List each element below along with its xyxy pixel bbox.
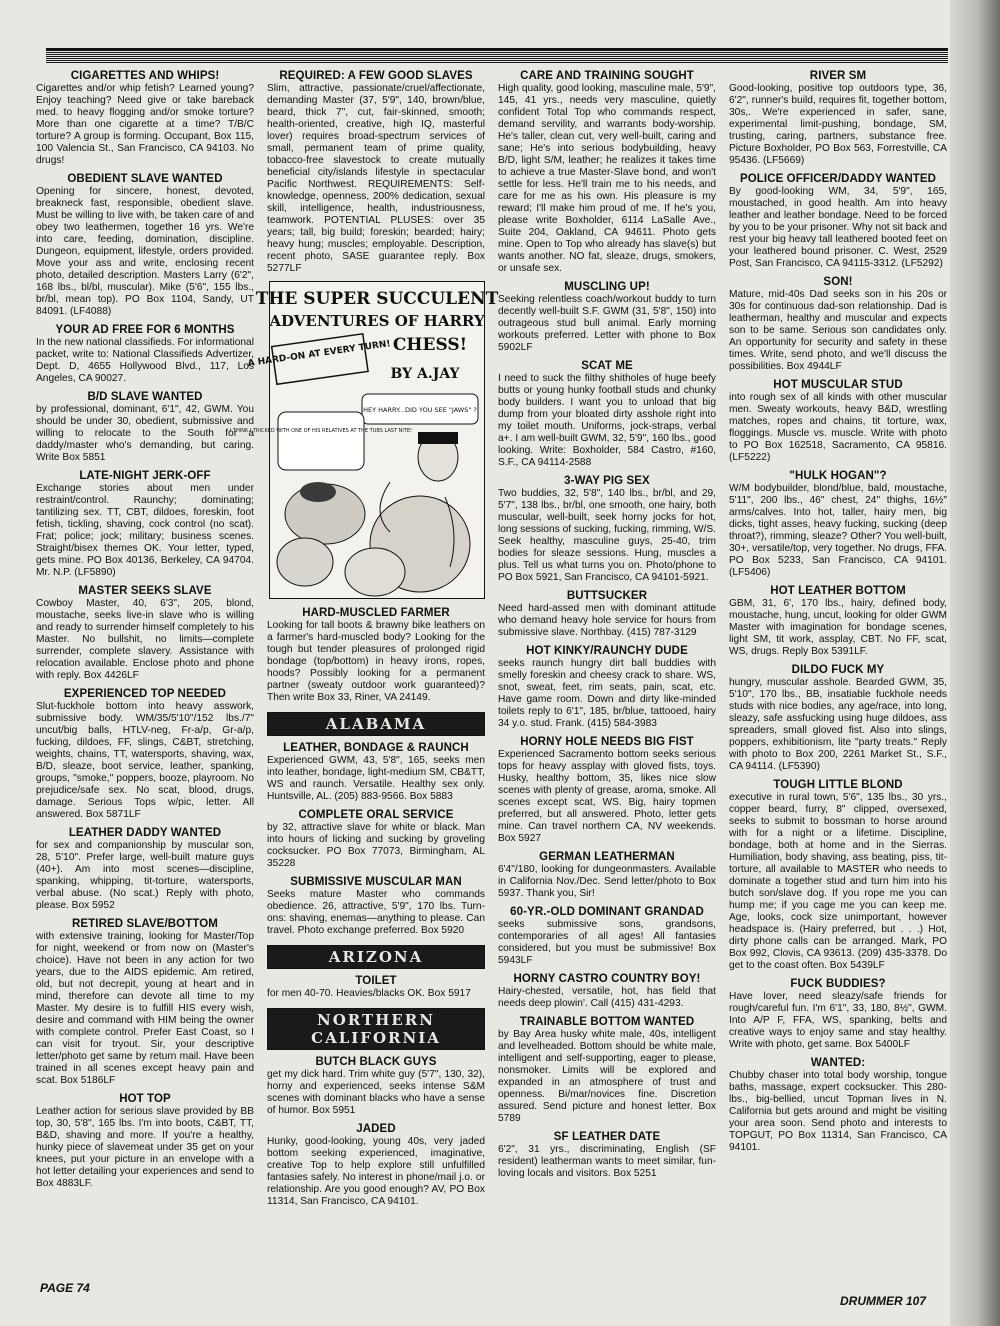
classified-ad — [36, 324, 254, 385]
ad-title: HORNY HOLE NEEDS BIG FIST — [520, 736, 694, 748]
ad-body: for men 40-70. Heavies/blacks OK. Box 5917 — [267, 988, 471, 999]
ad-body: Looking for tall boots & brawny bike leathers on a farmer's hard-muscled body? Looking for the tough but tender pleasures of prolonged rigid bondage (top/bottom) in heavy irons, ropes, hoods? Possibly looking for a permanent partner (sweaty outdoor work guaranteed)? Then write Box 33, Riner, VA 24149. — [267, 620, 485, 703]
ad-body: Exchange stories about men under restraint/control. Raunchy; dominating; tantilizing sex. TT, CBT, dildoes, foreskin, foot fetish, tickling, shaving, cock control (no scat). Frat; police; jock; military; business scenes. Straight/bisex themes OK. Your letter, typed, gets mine. PO Box 40136, Berkeley, CA 94704. Mr. N.P. (LF5890) — [36, 483, 254, 578]
classified-ad — [36, 470, 254, 579]
classified-ad — [267, 742, 485, 803]
classified-ad — [36, 688, 254, 821]
comic-byline: BY A.JAY — [390, 366, 460, 382]
classified-ad — [36, 585, 254, 682]
ad-body: Cigarettes and/or whip fetish? Learned young? Enjoy teaching? Need give or take bareback med. to heavy flogging and/or smoke torture? More than one cigarette at a time? T/B/C torture? A group is forming. Occupant, Box 115, 100 Valencia St., San Francisco, CA 94103. No drugs! — [36, 83, 254, 166]
ad-title: SCAT ME — [581, 360, 633, 372]
classified-ad — [498, 281, 716, 354]
ad-title: "HULK HOGAN"? — [789, 470, 887, 482]
section-header-line2: CALIFORNIA — [311, 1029, 441, 1047]
classifieds-columns — [36, 70, 950, 1280]
ad-title: DILDO FUCK MY — [791, 664, 885, 676]
classified-ad — [498, 70, 716, 275]
ad-title: GERMAN LEATHERMAN — [539, 851, 675, 863]
comic-bubble-1: HEY HARRY...DID YOU SEE "JAWS" ? — [363, 406, 477, 414]
comic-title-line1: THE SUPER SUCCULENT — [255, 289, 499, 309]
ad-body: Slim, attractive, passionate/cruel/affectionate, demanding Master (37, 5'9", 140, brown/blue, beard, thick 7", cut, fair-skinned, smooth; health-oriented, creative, high IQ, masterful lover) requires broad-spectrum services of small, permanent team of prime quality, tobacco-free slavestock to create mutually beneficial city/islands lifestyle in spectacular Pacific Northwest. REQUIREMENTS: Self-knowledge, openness, 200% dedication, sexual skill, intelligence, health, industriousness, teamwork. POTENTIAL PLUSES: over 35 years; tall, big build; foreskin; bearded; hairy; heavy hung; muscles; employable. Description, recent photo, SASE guarantee reply. Box 5277LF — [267, 83, 485, 274]
ad-body: Chubby chaser into total body worship, tongue baths, massage, expert cocksucker. This 280-lbs., big-bellied, uncut Topman lives in N. California but gets around and might be visiting your area soon. Send photo and interests to TOPGUT, PO Box 11314, San Francisco, CA 94101. — [729, 1070, 947, 1153]
ad-body: Have lover, need sleazy/safe friends for rough/careful fun. I'm 6'1", 33, 180, 8½", GWM. Into A/P F, FFA, WS, spanking, belts and creative ways to enjoy same and stay healthy. Write with photo, get same. Box 5400LF — [729, 991, 947, 1050]
header-rule — [46, 50, 948, 64]
classified-ad — [729, 470, 947, 579]
ad-body: into rough sex of all kinds with other muscular men. Sweaty workouts, heavy B&D, wrestling matches, ropes and chains, tit torture, wax, floggings. Muscle vs. muscle. Write with photo to PO Box 162518, Sacramento, CA 95816. (LF5222) — [729, 392, 947, 463]
ad-title: HORNY CASTRO COUNTRY BOY! — [513, 973, 701, 985]
classified-ad — [729, 978, 947, 1051]
ad-title: SF LEATHER DATE — [553, 1131, 661, 1143]
ad-title: FUCK BUDDIES? — [790, 978, 886, 990]
classified-ad — [498, 645, 716, 730]
ad-title: LEATHER, BONDAGE & RAUNCH — [283, 742, 469, 754]
ad-body: by 32, attractive slave for white or black. Man into hours of licking and sucking by groveling cocksucker. PO Box 77073, Birmingham, AL 35228 — [267, 822, 485, 869]
ad-body: by Bay Area husky white male, 40s, intelligent and levelheaded. Bottom should be white male, intelligent and self-supporting, eager to please, nonsmoker. Limits will be explored and expanded in an atmosphere of trust and openness. Bi/mar/novices fine. Discretion assured. Send picture and honest letter. Box 5789 — [498, 1029, 716, 1124]
column-1 — [36, 70, 254, 1280]
classified-ad — [267, 607, 485, 704]
classified-ad — [36, 173, 254, 318]
classified-ad — [729, 379, 947, 464]
classified-ad — [36, 827, 254, 912]
ad-body: 6'2", 31 yrs., discriminating, English (SF resident) leatherman wants to meet similar, fun-loving locals and visitors. Box 5251 — [498, 1144, 716, 1179]
classified-ad — [729, 585, 947, 658]
ad-title: EXPERIENCED TOP NEEDED — [63, 688, 227, 700]
ad-title: TRAINABLE BOTTOM WANTED — [519, 1016, 695, 1028]
column-2-top — [267, 70, 485, 275]
classified-ad — [36, 70, 254, 167]
classified-ad — [498, 906, 716, 967]
ad-title: CARE AND TRAINING SOUGHT — [520, 70, 694, 82]
comic-bubble-2: I THINK I TRICKED WITH ONE OF HIS RELATIVES AT THE TUBS LAST NITE! — [229, 428, 413, 434]
ad-body: Experienced GWM, 43, 5'8", 165, seeks men into leather, bondage, light-medium SM, CB&TT, WS and raunch. Versatile. Healthy sex only. Huntsville, AL. (205) 883-9566. Box 5883 — [267, 755, 486, 802]
classified-ad — [267, 70, 485, 275]
ad-title: REQUIRED: A FEW GOOD SLAVES — [279, 70, 473, 82]
classified-ad — [498, 590, 716, 639]
ad-title: LATE-NIGHT JERK-OFF — [79, 470, 211, 482]
ad-title: YOUR AD FREE FOR 6 MONTHS — [55, 324, 235, 336]
arizona-ads — [267, 975, 485, 1000]
column-4 — [729, 70, 947, 1280]
section-header-northern-california — [267, 1008, 485, 1050]
ad-title: TOILET — [355, 975, 397, 987]
classified-ad — [498, 1131, 716, 1180]
page-number: PAGE 74 — [40, 1281, 90, 1295]
classified-ad — [36, 391, 254, 464]
column-2-bottom — [267, 607, 485, 704]
column-2 — [229, 70, 499, 1280]
alabama-ads — [267, 742, 485, 937]
ad-title: SUBMISSIVE MUSCULAR MAN — [290, 876, 462, 888]
ad-title: RETIRED SLAVE/BOTTOM — [72, 918, 218, 930]
classified-ad — [498, 360, 716, 469]
classified-ad — [498, 973, 716, 1010]
ad-title: LEATHER DADDY WANTED — [68, 827, 222, 839]
section-header-arizona: ARIZONA — [267, 945, 485, 969]
ad-body: executive in rural town, 5'6", 135 lbs., 30 yrs., copper beard, furry, 8" clipped, oversexed, seeks to submit to bossman to horse around with for a night or a lifetime. Discipline, bondage, both at home and in the Sierras. Humiliation, body shaving, ass beating, piss, tit-torture, all available to MASTER who needs to dominate a together stud and turn him into his butch son/slave dog. If you rope me you can hump me; if you cage me you can keep me. Age, looks, cock size unimportant, however headspace is. (Hairy preferred, but . . .) Hot, dirty phone calls can be arranged. Mark, PO Box 992, Clovis, CA 93613. (209) 435-3378. Do get to the coast often. Box 5439LF — [729, 792, 947, 971]
ad-body: with extensive training, looking for Master/Top for night, weekend or from now on (Master's choice). Have not been in any action for two years, due to the AIDS epidemic. Am retired, old, but not decrepit, young at heart and in mind, therefore can devote all time to my Master. My desire is to fulfill HIS every wish, desire and command with HIM being the owner with complete control. Prefer East Coast, so I can visit for tryout. Sir, your descriptive letter/photo get same by return mail. Have been trained in all scenes except heavy pain and scat. Box 5186LF — [36, 931, 254, 1086]
classified-ad — [267, 975, 485, 1000]
ad-title: B/D SLAVE WANTED — [87, 391, 203, 403]
ad-title: 3-WAY PIG SEX — [564, 475, 650, 487]
classified-ad — [729, 1057, 947, 1154]
ad-title: HOT TOP — [119, 1093, 171, 1105]
ad-title: TOUGH LITTLE BLOND — [773, 779, 903, 791]
ad-body: By good-looking WM, 34, 5'9", 165, moustached, in good health. Am into heavy leather and leather bondage. Need to be forced by you to be your prisoner. Why not sit back and rest your big heavy tall leathered booted feet on your leathered bound prisoner. C. West, 2529 Post, San Francisco, CA 94115-3312. (LF5292) — [729, 186, 947, 269]
ad-body: Seeks mature Master who commands obedience. 26, attractive, 5'9", 170 lbs. Turn-ons: shaving, enemas—anything to please. Can travel. Photo exchange preferred. Box 5920 — [267, 889, 485, 936]
harry-chess-comic — [229, 281, 499, 599]
ad-body: Experienced Sacramento bottom seeks serious tops for heavy assplay with gloved fists, toys. Husky, healthy bottom, 35, likes nice slow scenes with plenty of grease, aroma, smoke. All scenes except scat, WS. Big, hairy topmen preferred, but all answered. Photo, letter gets mine. Can travel northern CA, NV weekends. Box 5927 — [498, 749, 716, 844]
classified-ad — [36, 918, 254, 1087]
ad-body: get my dick hard. Trim white guy (5'7", 130, 32), horny and experienced, seeks intense S&M scenes with dominant blacks who have a sense of humor. Box 5951 — [267, 1069, 485, 1116]
ad-body: for sex and companionship by muscular son, 28, 5'10". Prefer large, well-built mature guys (40+). Am into most scenes—discipline, spanking, whipping, tit-torture, watersports, verbal abuse. (No scat.) Reply with photo, please. Box 5952 — [36, 840, 254, 911]
ad-body: In the new national classifieds. For informational packet, write to: National Classifieds Advertizer, Dept. D, 4655 Hollywood Blvd., 117, Los Angeles, CA 90027. — [36, 337, 254, 384]
classified-ad — [498, 1016, 716, 1125]
ad-body: I need to suck the filthy shitholes of huge beefy butts or young hunky football studs and chunky body builders. I want you to unload that big dump from your bloated dirty asshole right into my toilet mouth. Uniforms, jock-straps, verbal a+. I am well-built GWM, 32, 5'9", 160 lbs., good looking. Write: Boxholder, 584 Castro, #160, S.F., CA 94114-2588 — [498, 373, 716, 468]
ad-title: MASTER SEEKS SLAVE — [78, 585, 212, 597]
ad-title: BUTCH BLACK GUYS — [315, 1056, 437, 1068]
ad-body: Hairy-chested, versatile, hot, has field that needs deep plowin'. Call (415) 431-4293. — [498, 986, 716, 1009]
ad-title: HOT MUSCULAR STUD — [773, 379, 903, 391]
ad-body: seeks submissive sons, grandsons, contemporaries of all ages! All fantasies considered, but you must be submissive! Box 5943LF — [498, 919, 716, 966]
comic-title-line2: ADVENTURES OF HARRY — [269, 312, 485, 330]
magazine-issue: DRUMMER 107 — [840, 1294, 927, 1308]
ad-body: Two buddies, 32, 5'8", 140 lbs., br/bl, and 29, 5'7", 138 lbs., br/bl, one smooth, one hairy, both muscular, well-built, seek horny jocks for hot, long sessions of sucking, fucking, rimming, W/S. Seek healthy, masculine guys, 25-40, trim bodies for sleaze sessions. Hung, muscles a plus. Tell us what turns you on. Photo/phone to PO Box 5921, San Francisco, CA 94101-5921. — [498, 488, 716, 583]
ad-title: BUTTSUCKER — [566, 590, 648, 602]
ad-body: Leather action for serious slave provided by BB top, 30, 5'8", 165 lbs. I'm into boots, C&BT, TT, B&D, shaving and more. If you're a healthy, hunky piece of slavemeat under 35 get on your knees, put your picture in an envelope with a hot letter detailing your experiences and send to Box 4883LF. — [36, 1106, 254, 1189]
ad-body: Seeking relentless coach/workout buddy to turn decently well-built S.F. GWM (31, 5'8", 150) into outrageous stud bull animal. Early morning workouts preferred. Letter with phone to Box 5902LF — [498, 294, 716, 353]
ad-body: Hunky, good-looking, young 40s, very jaded bottom seeking experienced, imaginative, creative Top to help explore still unfulfilled fantasies safely. No interest in phone/mail j.o. or relationship. Are you good enough? AV, PO Box 11314, San Francisco, CA 94101. — [267, 1136, 485, 1207]
ad-title: WANTED: — [810, 1057, 866, 1069]
comic-illustration — [229, 282, 499, 598]
ad-body: Cowboy Master, 40, 6'3", 205, blond, moustache, seeks live-in slave who is willing and ready to surrender himself completely to his Master. No bullshit, no limits—complete surrender, complete slavery. Assistance with relocation available. Enclose photo and phone with reply. Box 4426LF — [36, 598, 254, 681]
ad-body: by professional, dominant, 6'1", 42, GWM. You should be under 30, obedient, submissive and willing to relocate to the South for a daddy/master who's demanding, but caring. Write Box 5851 — [36, 404, 254, 463]
section-header-alabama: ALABAMA — [267, 712, 485, 736]
section-header-line1: NORTHERN — [317, 1011, 435, 1029]
ad-title: JADED — [356, 1123, 396, 1135]
column-3 — [498, 70, 716, 1280]
ad-title: HARD-MUSCLED FARMER — [302, 607, 450, 619]
ad-title: CIGARETTES AND WHIPS! — [70, 70, 220, 82]
ad-body: hungry, muscular asshole. Bearded GWM, 35, 5'10", 170 lbs., BB, insatiable fuckhole needs studs with nice bodies, any age/race, into long, sleazy, safe assfucking using huge dildoes, ass spreaders, small gloved fist. Also into slings, poppers, exhibitionism, lite "party treats." Reply with photo to Box 200, 2261 Market St., S.F., CA 94114. (LF5390) — [729, 677, 947, 772]
ad-title: COMPLETE ORAL SERVICE — [298, 809, 454, 821]
classified-ad — [267, 1056, 485, 1117]
classified-ad — [729, 779, 947, 972]
ad-body: W/M bodybuilder, blond/blue, bald, moustache, 5'11", 200 lbs., 46" chest, 24" thighs, 16½" arms/calves. Into hot, taller, hairy men, big dicks, tight asses, heavy fucking, sucking (deep throat?), rimming, sleaze? Other? You well-built, 30+, versatile/top, very together. No drugs, FFA. PO Box 5233, San Francisco, CA 94101. (LF5406) — [729, 483, 947, 578]
classified-ad — [729, 70, 947, 167]
ad-body: seeks raunch hungry dirt ball buddies with smelly foreskin and cheesy crack to share. WS, snot, sweat, feet, rim seats, pain, scat, etc. Have game room. Down and dirty like-minded toilets reply to 6'1", 185, br/blue, tattooed, hairy 34 y.o. stud. Frank. (415) 584-3983 — [498, 658, 716, 729]
classified-ad — [267, 809, 485, 870]
ad-title: MUSCLING UP! — [564, 281, 650, 293]
northern-california-ads — [267, 1056, 485, 1208]
classified-ad — [36, 1093, 254, 1190]
ad-body: High quality, good looking, masculine male, 5'9", 145, 41 yrs., needs very masculine, quietly confident Total Top who commands respect, demand servility, and warrants body-worship. He's taller, clean cut, very well-built, caring and sane; He's into serious bodybuilding, heavy B/D, light S/M, leather; he realizes it takes time to achieve a true Master-Slave bond, and won't settle for less. He'll train me to his needs, and care for me as his own. His pleasure is my reward; I'll make him proud of me. If he's you, please write Boxholder, 6114 LaSalle Ave., Suite 204, Oakland, CA 94611. Photo gets mine. Open to Top who already has slave(s) but wants another. NO fat, sleaze, drugs, smokers, or unsafe sex. — [498, 83, 716, 274]
ad-body: Mature, mid-40s Dad seeks son in his 20s or 30s for continuous dad-son relationship. Dad is leatherman, healthy and muscular and expects son to be same. Serious son candidates only. An opportunity for security and safety in these times. Write, send photo, and we'll discuss the possibilities. Box 4944LF — [729, 289, 947, 372]
ad-body: Slut-fuckhole bottom into heavy asswork, submissive body. WM/35/5'10"/152 lbs./7" uncut/big balls, HTLV-neg, Fr-a/p, Gr-a/p, fucking, dildoes, FF, slings, C&BT, stretching, weights, chains, TT, watersports, shaving, wax, B/D, sleaze, boot service, leather, spanking, groups, "smoke," poppers, booze, playroom. No prejudice/safe sex. No scat, blood, drugs, damage. Serious Tops w/pic, letter. All answered. Box 5871LF — [36, 701, 254, 820]
page-edge-shadow — [950, 0, 1000, 1326]
classified-ad — [729, 276, 947, 373]
classified-ad — [267, 1123, 485, 1208]
ad-title: HOT LEATHER BOTTOM — [770, 585, 906, 597]
classified-ad — [729, 664, 947, 773]
ad-title: SON! — [823, 276, 853, 288]
comic-title-line3: CHESS! — [392, 335, 468, 355]
classified-ad — [267, 876, 485, 937]
ad-body: Need hard-assed men with dominant attitude who demand heavy hole service for hours from submissive slave. Northbay. (415) 787-3129 — [498, 603, 716, 638]
ad-title: POLICE OFFICER/DADDY WANTED — [739, 173, 937, 185]
ad-title: OBEDIENT SLAVE WANTED — [67, 173, 223, 185]
classified-ad — [498, 851, 716, 900]
ad-title: HOT KINKY/RAUNCHY DUDE — [526, 645, 688, 657]
classified-ad — [498, 475, 716, 584]
classified-ad — [729, 173, 947, 270]
ad-title: RIVER SM — [809, 70, 867, 82]
classified-ad — [498, 736, 716, 845]
ad-body: GBM, 31, 6', 170 lbs., hairy, defined body, moustache, hung, uncut, looking for older GWM Master with imagination for bondage scenes, light SM, tit work, assplay, CBT. No FF, scat, WS, drugs. Reply Box 5391LF. — [729, 598, 947, 657]
comic-banner: A HARD-ON AT EVERY TURN! — [247, 339, 392, 370]
ad-body: Good-looking, positive top outdoors type, 36, 6'2", runner's build, requires fit, together bottom, 30s,. We're experienced in safer, sane, experimental limit-pushing, bondage, SM, trusting, caring, partners, substance free. Picture Boxholder, PO Box 563, Forrestville, CA 95436. (LF5669) — [729, 83, 947, 166]
ad-title: 60-YR.-OLD DOMINANT GRANDAD — [510, 906, 704, 918]
ad-body: Opening for sincere, honest, devoted, breakneck fast, responsible, obedient slave. Must be willing to live with, be taken care of and obey two leathermen, together 16 yrs. We're into care, feeding, domination, discipline. Dungeon, equipment, lifestyle, orders provided. Move your ass and write, enclosing recent photo, detailed description. Masters Larry (6'2", 168 lbs., bl/bl, muscular). Mike (5'6", 155 lbs., br/bl, mean top). PO Box 1104, Sandy, UT 84091. (LF4088) — [36, 186, 254, 317]
ad-body: 6'4"/180, looking for dungeonmasters. Available in California Nov./Dec. Send letter/photo to Box 5937. Thank you, Sir! — [498, 864, 716, 899]
